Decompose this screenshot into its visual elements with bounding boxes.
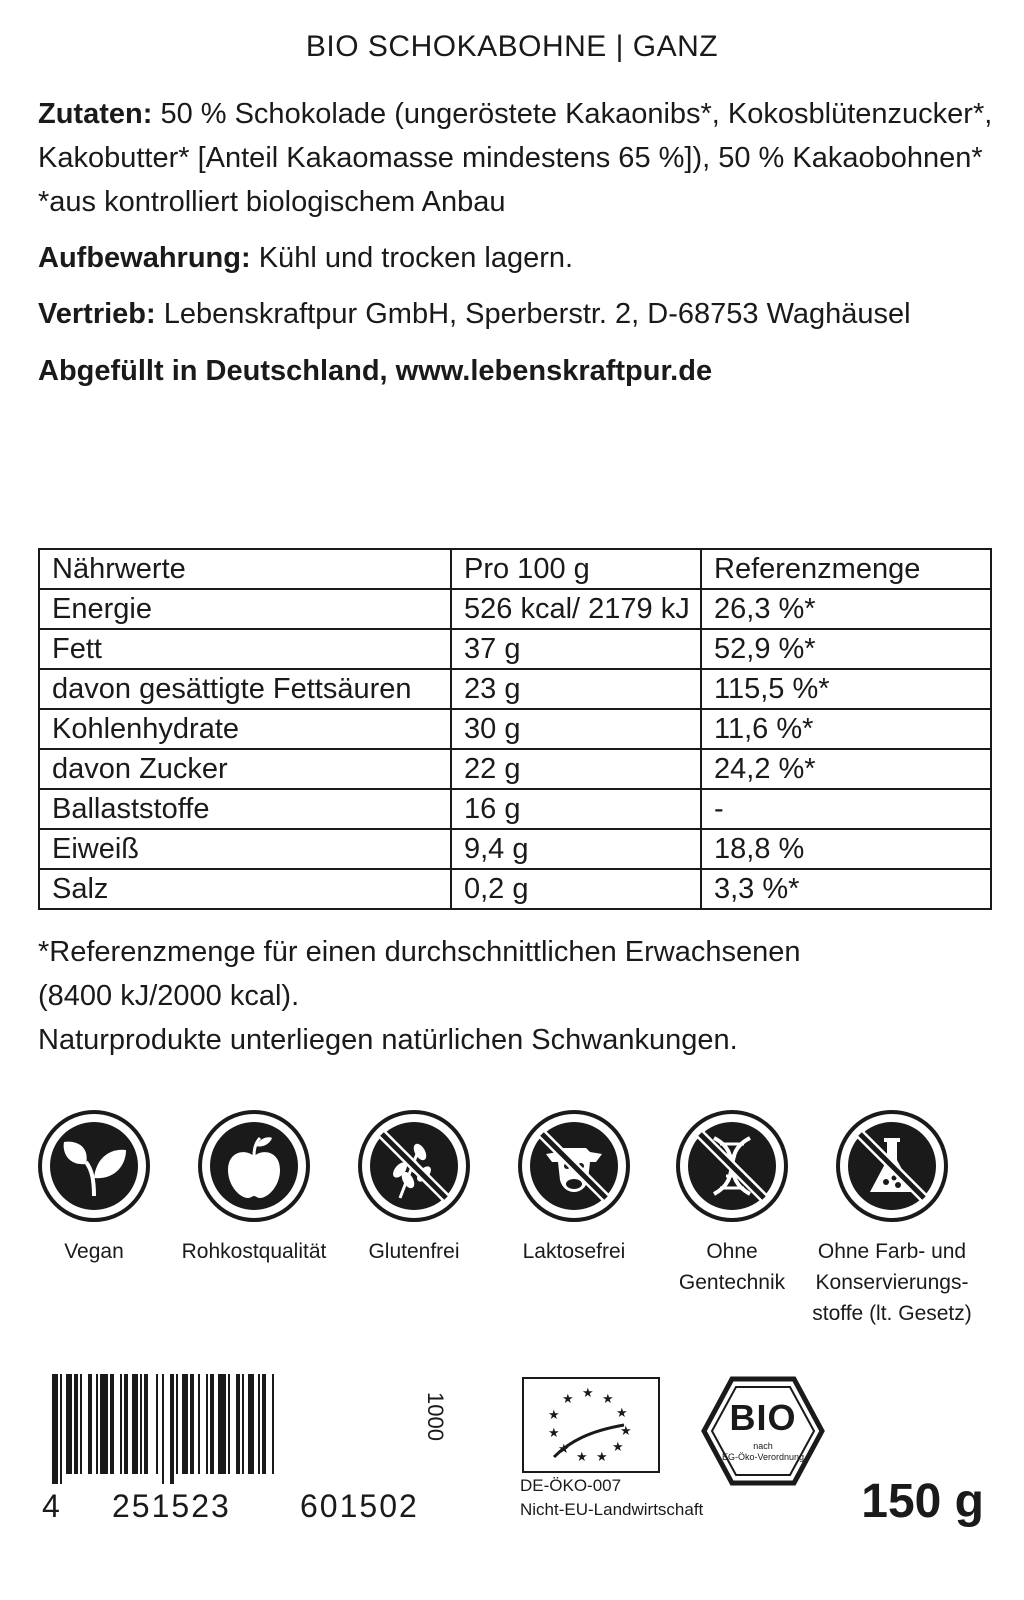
eu-origin: Nicht-EU-Landwirtschaft — [520, 1500, 704, 1519]
nutrient-reference: 26,3 %* — [701, 589, 991, 629]
barcode-bar — [190, 1374, 194, 1474]
nutrient-name: davon gesättigte Fettsäuren — [39, 669, 451, 709]
table-row — [39, 749, 991, 789]
ingredients-line-1: 50 % Schokolade (ungeröstete Kakaonibs*, Kokosblütenzucker*, — [160, 98, 993, 130]
badge-label-line: stoffe (lt. Gesetz) — [812, 1302, 972, 1325]
badge-raw-quality — [174, 1108, 334, 1267]
net-weight: 150 g — [861, 1475, 984, 1528]
barcode-digit-lead: 4 — [42, 1488, 60, 1524]
badge-label — [812, 1236, 972, 1329]
distribution-line — [38, 292, 998, 336]
nutrient-amount: 0,2 g — [451, 869, 701, 909]
product-title: BIO SCHOKABOHNE | GANZ — [305, 30, 719, 63]
badge-label: Glutenfrei — [368, 1240, 460, 1263]
nutrient-name: Eiweiß — [39, 829, 451, 869]
table-row — [39, 829, 991, 869]
distribution-text: Lebenskraftpur GmbH, Sperberstr. 2, D-68753 Waghäusel — [163, 298, 911, 330]
badge-gluten-free — [334, 1108, 494, 1267]
barcode-bar — [210, 1374, 214, 1474]
barcode-bar — [218, 1374, 226, 1474]
barcode-digits-left: 251523 — [112, 1488, 231, 1524]
table-row — [39, 669, 991, 709]
ingredients-label: Zutaten: — [38, 98, 153, 130]
svg-text:★: ★ — [602, 1392, 614, 1407]
barcode-bar — [228, 1374, 230, 1474]
barcode-bar — [100, 1374, 108, 1474]
barcode-bar — [66, 1374, 72, 1474]
nutrient-reference: 18,8 % — [701, 829, 991, 869]
barcode-bar — [120, 1374, 122, 1474]
eu-organic-logo — [522, 1377, 660, 1473]
filled-in-line: Abgefüllt in Deutschland, www.lebenskraftpur.de — [38, 355, 713, 387]
svg-text:★: ★ — [548, 1426, 560, 1441]
table-row — [39, 589, 991, 629]
nutrient-name: davon Zucker — [39, 749, 451, 789]
nutrient-amount: 526 kcal/ 2179 kJ — [451, 589, 701, 629]
barcode-bar — [162, 1374, 164, 1484]
badge-vegan — [14, 1108, 174, 1267]
nutrient-reference: 3,3 %* — [701, 869, 991, 909]
nutrient-name: Energie — [39, 589, 451, 629]
svg-text:★: ★ — [548, 1408, 560, 1423]
badge-label: Rohkostqualität — [181, 1240, 327, 1263]
barcode-bar — [262, 1374, 266, 1474]
barcode-bar — [156, 1374, 158, 1474]
svg-text:★: ★ — [576, 1450, 588, 1465]
barcode-bar — [124, 1374, 128, 1474]
footnote-line-2: (8400 kJ/2000 kcal). — [38, 980, 300, 1012]
apple-icon — [196, 1108, 312, 1224]
svg-text:★: ★ — [596, 1450, 608, 1465]
barcode-bar — [74, 1374, 78, 1474]
barcode-bar — [198, 1374, 200, 1474]
nutrient-amount: 37 g — [451, 629, 701, 669]
distribution-label: Vertrieb: — [38, 298, 156, 330]
no-wheat-icon — [356, 1108, 472, 1224]
nutrient-amount: 23 g — [451, 669, 701, 709]
barcode-bar — [110, 1374, 114, 1474]
barcode-bar — [176, 1374, 178, 1474]
table-row — [39, 709, 991, 749]
footnote-block — [38, 930, 998, 1062]
table-row — [39, 789, 991, 829]
barcode-bar — [248, 1374, 254, 1474]
barcode-bar — [272, 1374, 274, 1474]
vegan-leaf-icon — [36, 1108, 152, 1224]
barcode-bar — [182, 1374, 188, 1474]
eu-leaf-stars-icon — [524, 1379, 658, 1471]
badge-lactose-free — [494, 1108, 654, 1267]
nutrient-name: Ballaststoffe — [39, 789, 451, 829]
nutrient-name: Fett — [39, 629, 451, 669]
nutrient-reference: - — [701, 789, 991, 829]
ingredients-block — [38, 92, 998, 224]
bio-seal-line-2: EG-Öko-Verordnung — [721, 1452, 805, 1462]
no-chemicals-icon — [834, 1108, 950, 1224]
nutrient-name: Salz — [39, 869, 451, 909]
storage-label: Aufbewahrung: — [38, 242, 251, 274]
barcode-digits-right: 601502 — [300, 1488, 419, 1524]
barcode-bar — [236, 1374, 240, 1474]
ingredients-line-2: Kakobutter* [Anteil Kakaomasse mindestens 65 %]), 50 % Kakaobohnen* — [38, 142, 983, 174]
badge-gmo-free — [652, 1108, 812, 1298]
nutrition-header-cell: Referenzmenge — [701, 549, 991, 589]
svg-text:★: ★ — [612, 1440, 624, 1455]
nutrition-table — [38, 548, 992, 910]
svg-text:★: ★ — [582, 1386, 594, 1401]
barcode-bar — [242, 1374, 244, 1474]
eu-organic-text — [520, 1474, 703, 1522]
barcode-bar — [60, 1374, 62, 1484]
table-row — [39, 629, 991, 669]
badge-label-line: Gentechnik — [678, 1271, 786, 1294]
footnote-line-3: Naturprodukte unterliegen natürlichen Schwankungen. — [38, 1024, 738, 1056]
barcode-bar — [206, 1374, 208, 1474]
badge-label — [652, 1236, 812, 1298]
barcode-bar — [80, 1374, 82, 1474]
badge-no-additives — [812, 1108, 972, 1329]
barcode-bar — [258, 1374, 260, 1474]
no-dna-icon — [674, 1108, 790, 1224]
eu-control-code: DE-ÖKO-007 — [520, 1476, 622, 1495]
nutrient-reference: 24,2 %* — [701, 749, 991, 789]
bio-seal-word: BIO — [729, 1397, 797, 1438]
barcode-bar — [132, 1374, 138, 1474]
nutrient-amount: 16 g — [451, 789, 701, 829]
svg-text:★: ★ — [616, 1406, 628, 1421]
nutrition-header-row — [39, 549, 991, 589]
table-row — [39, 869, 991, 909]
nutrient-name: Kohlenhydrate — [39, 709, 451, 749]
nutrient-reference: 115,5 %* — [701, 669, 991, 709]
badge-label-line: Ohne Farb- und — [817, 1240, 967, 1263]
barcode-bar — [140, 1374, 142, 1474]
barcode — [48, 1374, 458, 1484]
footnote-line-1: *Referenzmenge für einen durchschnittlichen Erwachsenen — [38, 936, 801, 968]
batch-code: 1000 — [423, 1392, 448, 1441]
bio-seal — [700, 1375, 826, 1492]
nutrition-header-cell: Pro 100 g — [451, 549, 701, 589]
barcode-bar — [170, 1374, 174, 1484]
nutrient-amount: 9,4 g — [451, 829, 701, 869]
svg-text:★: ★ — [558, 1442, 570, 1457]
svg-text:★: ★ — [562, 1392, 574, 1407]
storage-line — [38, 236, 998, 280]
barcode-bar — [88, 1374, 92, 1474]
badge-label: Vegan — [64, 1240, 124, 1263]
bio-seal-line-1: nach — [753, 1441, 773, 1451]
storage-text: Kühl und trocken lagern. — [258, 242, 574, 274]
nutrient-amount: 22 g — [451, 749, 701, 789]
barcode-bar — [52, 1374, 58, 1484]
barcode-bar — [144, 1374, 148, 1474]
nutrient-amount: 30 g — [451, 709, 701, 749]
svg-text:★: ★ — [620, 1424, 632, 1439]
badge-label: Laktosefrei — [522, 1240, 626, 1263]
nutrient-reference: 11,6 %* — [701, 709, 991, 749]
no-cow-icon — [516, 1108, 632, 1224]
ingredients-line-3: *aus kontrolliert biologischem Anbau — [38, 186, 506, 218]
badge-label-line: Ohne — [706, 1240, 758, 1263]
barcode-bar — [96, 1374, 98, 1474]
nutrient-reference: 52,9 %* — [701, 629, 991, 669]
nutrition-header-cell: Nährwerte — [39, 549, 451, 589]
badge-label-line: Konservierungs- — [815, 1271, 969, 1294]
